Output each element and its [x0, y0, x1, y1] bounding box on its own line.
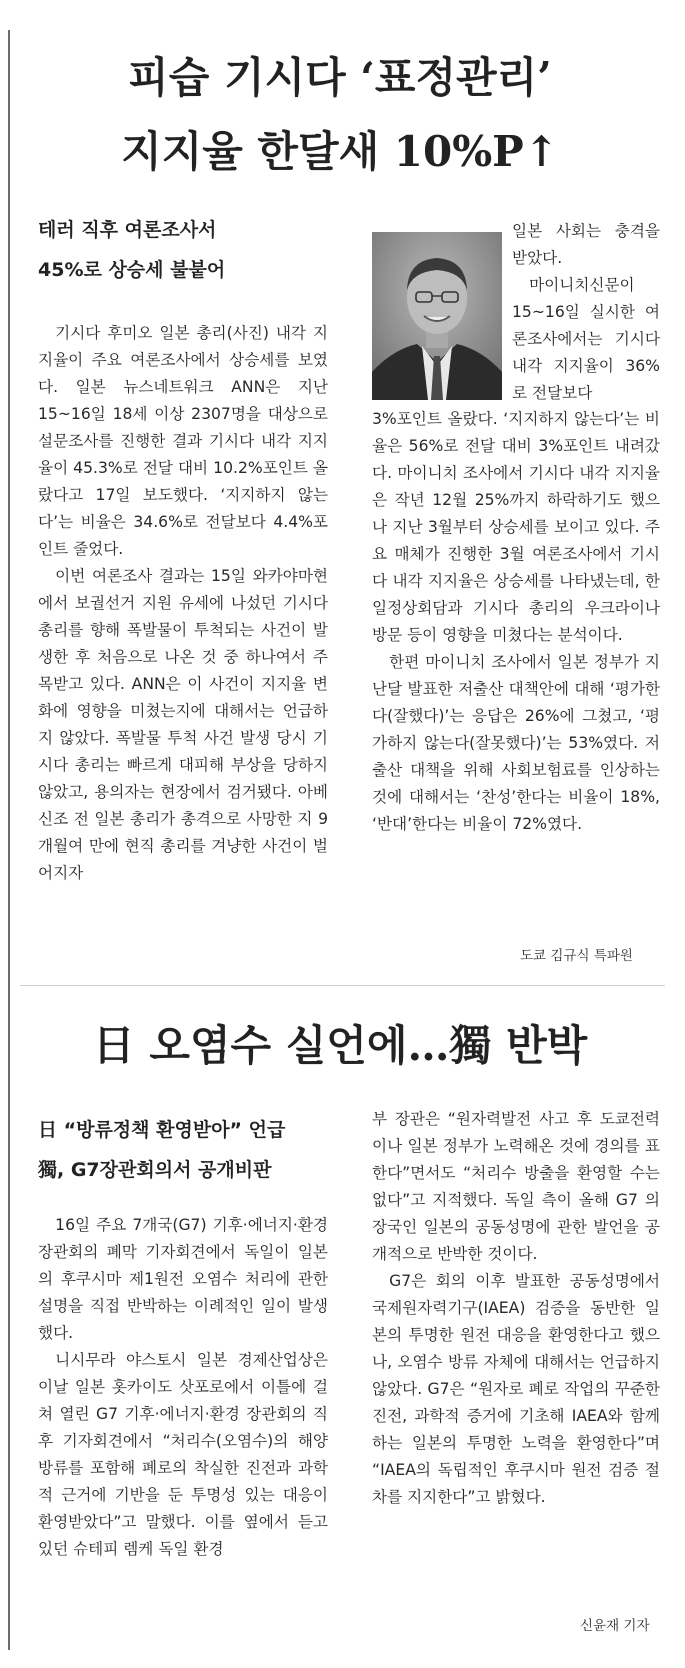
article1-headline-line2: 지지율 한달새 10%P↑ [121, 127, 559, 176]
article1-right-top-line: 일본 사회는 충격을 받았다. [512, 222, 660, 267]
portrait-icon [372, 232, 502, 400]
article2-right-paragraph: 부 장관은 “원자력발전 사고 후 도쿄전력이나 일본 정부가 노력해온 것에 경의를 표한다”면서도 “처리수 방출을 환영할 수는 없다”고 지적했다. 독일 측이 올해 G7 의장국인 일본의 공동성명에 관한 발언을 공개적으로 반박한 것이다. [372, 1110, 660, 1263]
article2-right-paragraph: G7은 회의 이후 발표한 공동성명에서 국제원자력기구(IAEA) 검증을 동반한 일본의 투명한 원전 대응을 환영한다고 했으나, 오염수 방류 자체에 대해서는 언급하지 않았다. G7은 “원자로 폐로 작업의 꾸준한 진전, 과학적 증거에 기초해 IAEA와 함께하는 일본의 투명한 노력을 환영한다”며 “IAEA의 독립적인 후쿠시마 원전 검증 절차를 지지한다”고 밝혔다. [372, 1272, 660, 1506]
article1-subhead-line1: 테러 직후 여론조사서 [38, 219, 217, 241]
article2-subhead-line2: 獨, G7장관회의서 공개비판 [38, 1159, 272, 1181]
article2-headline: 日 오염수 실언에…獨 반박 [92, 1021, 588, 1070]
article1-right-top-line: 마이니치신문이 15~16일 실시한 여론조사에서는 기시다 내각 지지율이 36%로 전달보다 [512, 276, 660, 402]
article2-right-column [372, 1106, 660, 1511]
article2-left-paragraph: 니시무라 야스토시 일본 경제산업상은 이날 일본 홋카이도 삿포로에서 이틀에 걸쳐 열린 G7 기후·에너지·환경 장관회의 직후 기자회견에서 “처리수(오염수)의 해양 방류를 포함해 폐로의 착실한 진전과 과학적 근거에 기반을 둔 투명성 있는 대응이 환영받았다”고 말했다. 이를 옆에서 듣고 있던 슈테피 렘케 독일 환경 [38, 1351, 328, 1558]
article1-subhead-line2: 45%로 상승세 불붙어 [38, 259, 226, 281]
article2-byline: 신윤재 기자 [580, 1618, 650, 1634]
article2-left-paragraph: 16일 주요 7개국(G7) 기후·에너지·환경 장관회의 폐막 기자회견에서 독일이 일본의 후쿠시마 제1원전 오염수 처리에 관한 설명을 직접 반박하는 이례적인 일이 발생했다. [38, 1216, 328, 1342]
article1-right-paragraph: 한편 마이니치 조사에서 일본 정부가 지난달 발표한 저출산 대책안에 대해 ‘평가한다(잘했다)’는 응답은 26%에 그쳤고, ‘평가하지 않는다(잘못했다)’는 53%였다. 저출산 대책을 위해 사회보험료를 인상하는 것에 대해서는 ‘찬성’한다는 비율이 18%, ‘반대’한다는 비율이 72%였다. [372, 653, 660, 833]
article1-right-top-column [512, 218, 660, 407]
article-divider [20, 985, 665, 986]
article1-byline: 도쿄 김규식 특파원 [520, 948, 633, 964]
article1-subhead [38, 210, 338, 290]
article1-left-column [38, 320, 328, 887]
article2-left-column [38, 1212, 328, 1563]
left-margin-rule [8, 30, 10, 1650]
article1-right-paragraph: 3%포인트 올랐다. ‘지지하지 않는다’는 비율은 56%로 전달 대비 3%포인트 내려갔다. 마이니치 조사에서 기시다 내각 지지율은 작년 12월 25%까지 하락하기도 했으나 지난 3월부터 상승세를 보이고 있다. 주요 매체가 진행한 3월 여론조사에서 기시다 내각 지지율은 상승세를 나타냈는데, 한일정상회담과 기시다 총리의 우크라이나 방문 등이 영향을 미쳤다는 분석이다. [372, 410, 660, 644]
kishida-portrait-photo [372, 232, 502, 400]
article1-headline-line1: 피습 기시다 ‘표정관리’ [128, 53, 552, 102]
article1-right-column [372, 406, 660, 838]
article2-subhead-line1: 日 “방류정책 환영받아” 언급 [38, 1119, 286, 1141]
article1-left-paragraph: 이번 여론조사 결과는 15일 와카야마현에서 보궐선거 지원 유세에 나섰던 기시다 총리를 향해 폭발물이 투척되는 사건이 발생한 후 처음으로 나온 것 중 하나여서 주목받고 있다. ANN은 이 사건이 지지율 변화에 영향을 미쳤는지에 대해서는 언급하지 않았다. 폭발물 투척 사건 발생 당시 기시다 총리는 빠르게 대피해 부상을 당하지 않았고, 용의자는 현장에서 검거됐다. 아베 신조 전 일본 총리가 총격으로 사망한 지 9개월여 만에 현직 총리를 겨냥한 사건이 벌어지자 [38, 567, 328, 882]
article1-left-paragraph: 기시다 후미오 일본 총리(사진) 내각 지지율이 주요 여론조사에서 상승세를 보였다. 일본 뉴스네트워크 ANN은 지난 15~16일 18세 이상 2307명을 대상으로 설문조사를 진행한 결과 기시다 내각 지지율이 45.3%로 전달 대비 10.2%포인트 올랐다고 17일 보도했다. ‘지지하지 않는다’는 비율은 34.6%로 전달보다 4.4%포인트 줄었다. [38, 324, 328, 558]
article2-subhead [38, 1110, 338, 1190]
